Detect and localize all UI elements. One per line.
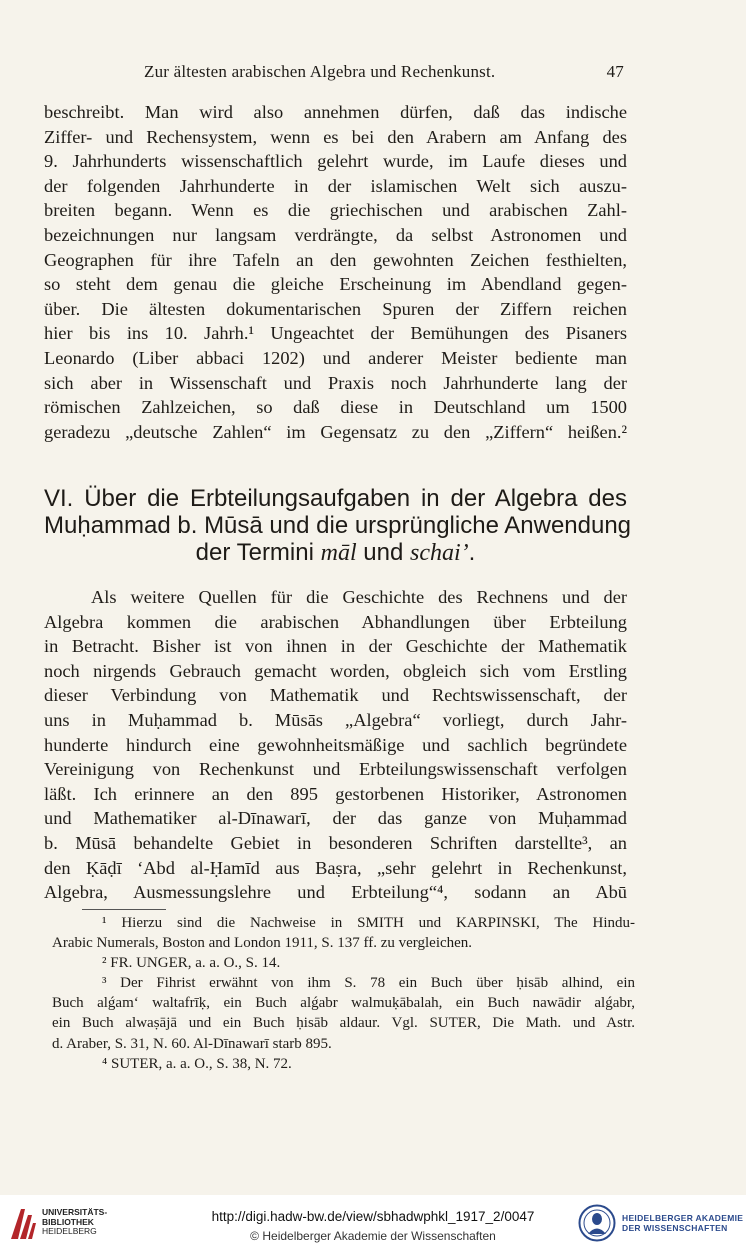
term-schai: schai’: [410, 540, 469, 566]
text-line: noch nirgends Gebrauch gemacht worden, obgleich sich vom Erstling: [44, 660, 627, 681]
text-line: Leonardo (Liber abbaci 1202) und anderer Meister bediente man: [44, 347, 627, 368]
academy-name: [622, 1213, 743, 1233]
footnote-line: ³ Der Fihrist erwähnt von ihm S. 78 ein Buch über ḥisāb alhind, ein: [102, 975, 635, 992]
text-line: beschreibt. Man wird also annehmen dürfen, daß das indische: [44, 102, 627, 122]
text-line: uns in Muḥammad b. Mūsās „Algebra“ vorliegt, durch Jahr-: [44, 709, 627, 730]
text-line: in Betracht. Bisher ist von ihnen in der Geschichte der Mathematik: [44, 636, 627, 657]
text-line: der folgenden Jahrhunderte in der islamischen Welt sich auszu-: [44, 175, 627, 196]
text-line: läßt. Ich erinnere an den 895 gestorbenen Historiker, Astronomen: [44, 783, 627, 804]
term-mal: māl: [320, 540, 357, 566]
text-line: hier bis ins 10. Jahrh.¹ Ungeachtet der Bemühungen des Pisaners: [44, 323, 627, 344]
library-name-line: UNIVERSITÄTS-: [42, 1207, 108, 1217]
footnote-line: ² FR. UNGER, a. a. O., S. 14.: [102, 955, 281, 972]
running-head-title: Zur ältesten arabischen Algebra und Rechenkunst.: [144, 62, 496, 81]
text-line: römischen Zahlzeichen, so daß diese in Deutschland um 1500: [44, 397, 627, 418]
footnote-line: ein Buch alwaṣājā und ein Buch ḥisāb aldaur. Vgl. SUTER, Die Math. und Astr.: [52, 1015, 635, 1032]
text-line: Ziffer- und Rechensystem, wenn es bei den Arabern am Anfang des: [44, 126, 627, 147]
library-name-line: HEIDELBERG: [42, 1226, 97, 1237]
viewer-footer: [0, 1195, 746, 1250]
paragraph-continued: [44, 100, 627, 444]
text-line: den Ḳāḍī ‘Abd al-Ḥamīd aus Baṣra, „sehr gelehrt in Rechenkunst,: [44, 857, 627, 878]
paragraph: [44, 585, 627, 905]
heading-line: [44, 539, 627, 567]
text-line: geradezu „deutsche Zahlen“ im Gegensatz zu den „Ziffern“ heißen.²: [44, 421, 627, 442]
text-line: Algebra kommen die arabischen Abhandlungen über Erbteilung: [44, 611, 627, 632]
heading-text: der Termini: [195, 539, 321, 566]
text-line: Geographen für ihre Tafeln an den gewohnten Zeichen festhielten,: [44, 249, 627, 270]
text-line: b. Mūsā behandelte Gebiet in besonderen Schriften darstellte³, an: [44, 832, 627, 853]
text-line: dieser Verbindung von Mathematik und Rechtswissenschaft, der: [44, 685, 627, 706]
heading-text: .: [468, 539, 476, 566]
heading-line: VI. Über die Erbteilungsaufgaben in der Algebra des: [44, 485, 627, 512]
footnote-line: d. Araber, S. 31, N. 60. Al-Dīnawarī starb 895.: [52, 1035, 332, 1052]
heading-line: Muḥammad b. Mūsā und die ursprüngliche Anwendung: [44, 512, 632, 539]
section-heading: [44, 485, 632, 567]
footnotes: [52, 913, 635, 1074]
text-line: über. Die ältesten dokumentarischen Spuren der Ziffern reichen: [44, 298, 627, 319]
text-line: so steht dem genau die gleiche Erscheinung im Abendland gegen-: [44, 274, 627, 295]
library-name-line: BIBLIOTHEK: [42, 1216, 94, 1227]
footnote-line: ⁴ SUTER, a. a. O., S. 38, N. 72.: [102, 1055, 292, 1072]
text-line: hunderte hindurch eine gewohnheitsmäßige und sachlich begründete: [44, 734, 627, 755]
text-line: sich aber in Wissenschaft und Praxis noch Jahrhunderte lang der: [44, 372, 627, 393]
text-line: 9. Jahrhunderts wissenschaftlich gelehrt wurde, im Laufe dieses und: [44, 151, 627, 172]
text-line: und Mathematiker al-Dīnawarī, der das ganze von Muḥammad: [44, 808, 627, 829]
text-line: Als weitere Quellen für die Geschichte des Rechnens und der: [91, 587, 627, 607]
text-line: Vereinigung von Rechenkunst und Erbteilungswissenschaft verfolgen: [44, 759, 627, 780]
footnote-line: ¹ Hierzu sind die Nachweise in SMITH und KARPINSKI, The Hindu-: [102, 915, 635, 931]
text-line: breiten begann. Wenn es die griechischen und arabischen Zahl-: [44, 200, 627, 221]
academy-name-line: HEIDELBERGER AKADEMIE: [622, 1213, 744, 1223]
academy-seal-icon: [578, 1204, 616, 1242]
footnote-line: Arabic Numerals, Boston and London 1911, S. 137 ff. zu vergleichen.: [52, 935, 473, 952]
copyright-notice: © Heidelberger Akademie der Wissenschaften: [250, 1229, 496, 1243]
academy-name-line: DER WISSENSCHAFTEN: [622, 1223, 728, 1233]
text-line: Algebra, Ausmessungslehre und Erbteilung“⁴, sodann an Abū: [44, 882, 627, 903]
page-number: 47: [606, 62, 624, 81]
heading-text: und: [356, 539, 410, 566]
text-line: bezeichnungen nur langsam verdrängte, da selbst Astronomen und: [44, 224, 627, 245]
footnote-line: Buch alǵam‘ waltafrīḳ, ein Buch alǵabr walmuḳābalah, ein Buch nawādir alǵabr,: [52, 995, 635, 1012]
permalink-url[interactable]: http://digi.hadw-bw.de/view/sbhadwphkl_1917_2/0047: [211, 1209, 535, 1224]
footnote-divider: [82, 909, 166, 910]
